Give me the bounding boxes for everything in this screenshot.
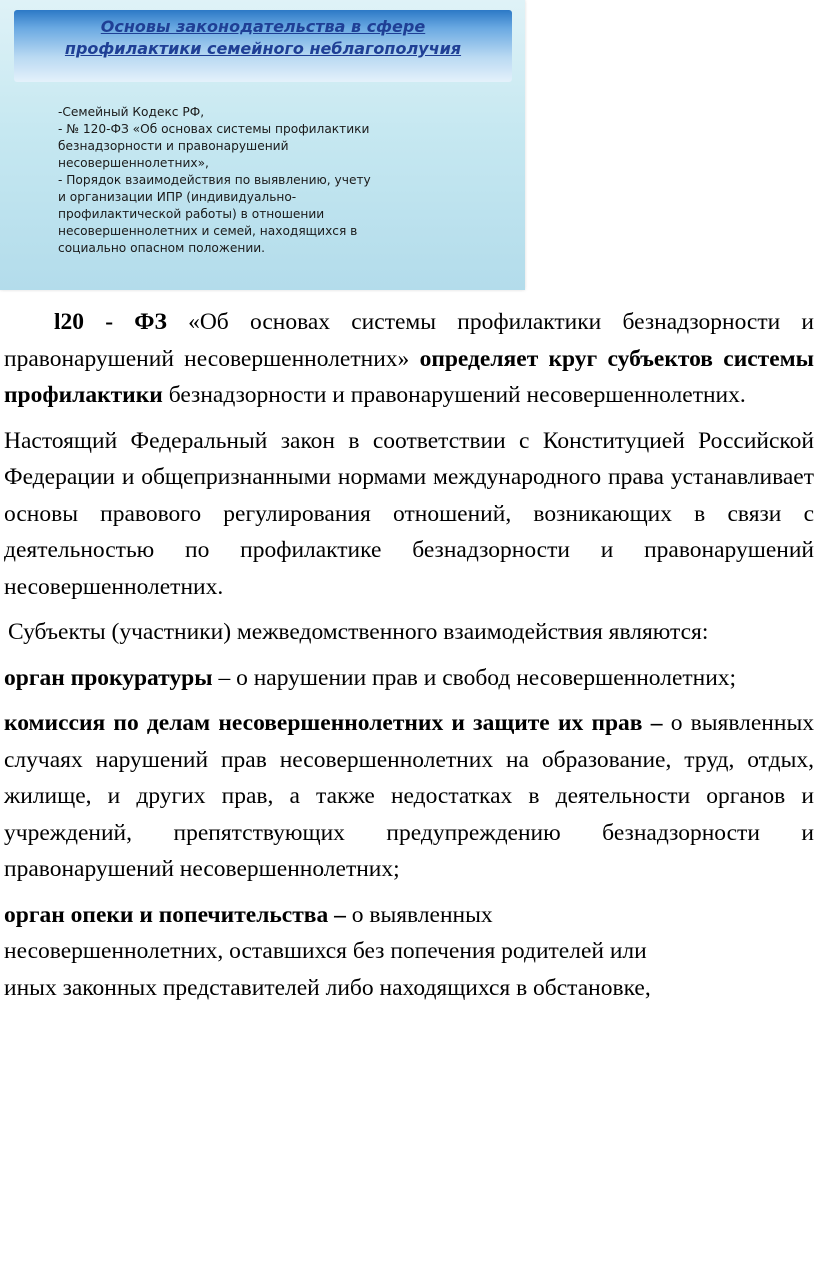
slide-list-line: несовершеннолетних и семей, находящихся в <box>58 224 358 238</box>
commission-text: о выявленных случаях нарушений прав несовершеннолетних на образование, труд, отдых, жилище, и других прав, а также недостатках в деятельности органов и учреждений, препятствующих предупреждению безнадзорности и правонарушений несовершеннолетних; <box>4 710 814 882</box>
slide-list-line: профилактической работы) в отношении <box>58 207 325 221</box>
slide-list-line: несовершеннолетних», <box>58 156 209 170</box>
prosecutor-text: – о нарушении прав и свобод несовершеннолетних; <box>212 664 737 691</box>
slide-list-line: и организации ИПР (индивидуально- <box>58 190 297 204</box>
paragraph-subjects: Субъекты (участники) межведомственного взаимодействия являются: <box>8 619 709 645</box>
guardianship-line-2: несовершеннолетних, оставшихся без попечения родителей или <box>4 938 647 964</box>
slide-image <box>0 0 525 290</box>
law-defines-text: определяет круг субъектов системы профилактики <box>4 345 814 408</box>
prosecutor-term: орган прокуратуры <box>4 664 213 691</box>
paragraph-federal-law: Настоящий Федеральный закон в соответствии с Конституцией Российской Федерации и общепризнанными нормами международного права устанавливает основы правового регулирования отношений, возникающих в связи с деятельностью по профилактике безнадзорности и правонарушений несовершеннолетних. <box>4 427 814 600</box>
slide-title-banner <box>14 10 512 82</box>
slide-bullet-list <box>58 104 478 257</box>
slide-list-line: социально опасном положении. <box>58 241 266 255</box>
slide-title-line-2: профилактики семейного неблагополучия <box>64 39 462 58</box>
commission-term: комиссия по делам несовершеннолетних и защите их прав – <box>4 710 663 736</box>
paragraph-prosecutor <box>4 660 814 697</box>
guardianship-line-3: иных законных представителей либо находящихся в обстановке, <box>4 974 651 1001</box>
guardianship-line-1: о выявленных <box>345 901 493 928</box>
paragraph-law-intro <box>4 304 814 414</box>
guardianship-term: орган опеки и попечительства – <box>4 901 346 928</box>
slide-list-line: - № 120-ФЗ «Об основах системы профилактики <box>58 122 370 136</box>
document-body <box>4 304 814 1015</box>
slide-list-line: - Порядок взаимодействия по выявлению, учету <box>58 173 371 187</box>
paragraph-commission <box>4 705 814 888</box>
slide-list-line: -Семейный Кодекс РФ, <box>58 105 205 119</box>
law-number: l20 - ФЗ <box>54 309 167 335</box>
law-intro-tail: безнадзорности и правонарушений несовершеннолетних. <box>162 382 746 408</box>
slide-title-line-1: Основы законодательства в сфере <box>100 17 426 36</box>
slide-list-line: безнадзорности и правонарушений <box>58 139 289 153</box>
paragraph-guardianship <box>4 897 814 1007</box>
law-title-text: «Об основах системы профилактики безнадзорности и правонарушений несовершеннолетних» <box>4 309 814 372</box>
